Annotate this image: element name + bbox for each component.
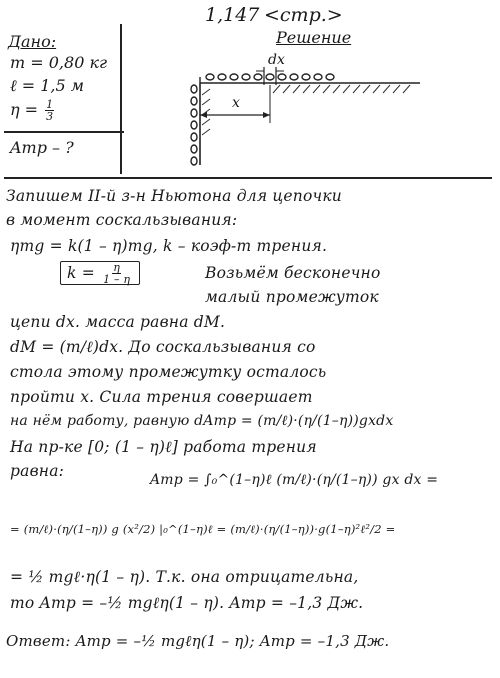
given-separator-horizontal [4, 131, 124, 133]
given-length: ℓ = 1,5 м [10, 76, 85, 95]
evaluation-expression: = (m/ℓ)·(η/(1–η)) g (x²/2) |₀^(1–η)ℓ = (m/ℓ)·(η/(1–η))·g(1–η)²ℓ²/2 = [10, 522, 396, 536]
result-line-1: = ½ mgℓ·η(1 – η). Т.к. она отрицательна, [10, 568, 359, 586]
given-separator-vertical [120, 24, 122, 174]
given-mass: m = 0,80 кг [10, 53, 108, 72]
chain-diagram [180, 45, 440, 175]
x-label: x [232, 95, 240, 111]
k-numerator: η [113, 261, 120, 274]
solution-line-7: dM = (m/ℓ)dx. До соскальзывания со [10, 338, 316, 356]
solution-line-11: На пр-ке [0; (1 – η)ℓ] работа трения [10, 438, 317, 456]
eta-denominator: 3 [46, 110, 54, 123]
integral-expression: Aтр = ∫₀^(1–η)ℓ (m/ℓ)·(η/(1–η)) gx dx = [150, 472, 439, 488]
problem-number: 1,147 [205, 4, 260, 26]
k-formula-box [60, 261, 140, 285]
k-denominator: 1 – η [103, 273, 131, 286]
dx-label: dx [268, 52, 285, 68]
eta-lhs: η = [10, 100, 39, 119]
result-line-2: то Aтр = –½ mgℓη(1 – η). Aтр = –1,3 Дж. [10, 594, 364, 612]
page-reference: <стр.> [264, 4, 343, 26]
k-lhs: k = [67, 263, 95, 282]
eta-numerator: 1 [46, 98, 54, 111]
k-fraction [102, 262, 131, 285]
solution-line-3: ηmg = k(1 – η)mg, k – коэф-т трения. [10, 237, 328, 255]
solution-label: Решение [276, 28, 352, 47]
k-formula [60, 262, 140, 285]
solution-line-10: на нём работу, равную dAтр = (m/ℓ)·(η/(1–η))gxdx [10, 413, 394, 429]
eta-fraction [45, 99, 54, 122]
solution-line-9: пройти x. Сила трения совершает [10, 388, 313, 406]
given-title: Дано: [8, 32, 57, 51]
solution-line-8: стола этому промежутку осталось [10, 363, 327, 381]
given-eta [10, 99, 56, 122]
solution-line-1: Запишем II-й з-н Ньютона для цепочки [6, 187, 342, 205]
solution-line-4: Возьмём бесконечно [205, 264, 381, 282]
answer-line: Ответ: Aтр = –½ mgℓη(1 – η); Aтр = –1,3 Дж. [6, 632, 390, 650]
solution-line-12: равна: [10, 462, 65, 480]
solution-line-5: малый промежуток [205, 288, 379, 306]
given-find: Aтр – ? [10, 138, 74, 157]
solution-line-6: цепи dx. масса равна dM. [10, 313, 226, 331]
section-divider [4, 177, 492, 179]
solution-line-2: в момент соскальзывания: [6, 211, 238, 229]
